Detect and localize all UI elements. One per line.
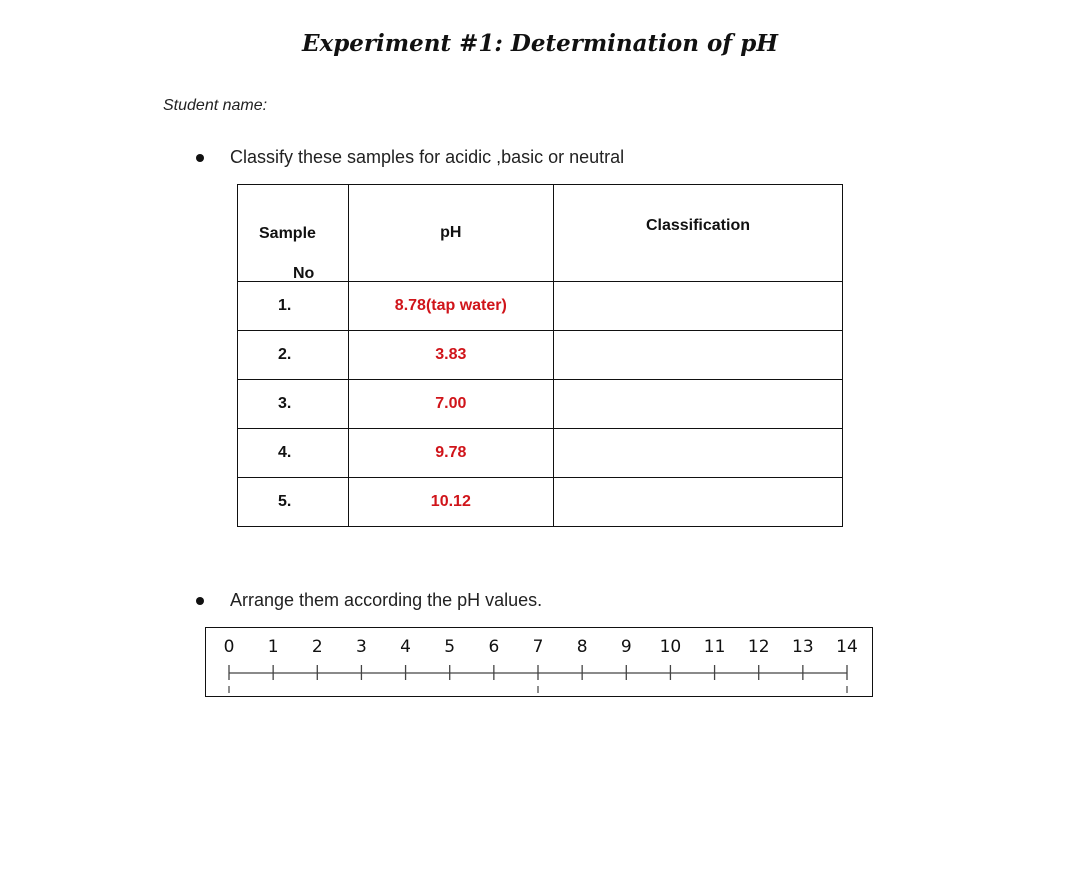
classification-cell[interactable] xyxy=(553,429,842,478)
table-row xyxy=(238,429,843,478)
number-line-label: 12 xyxy=(747,637,770,657)
number-line-label: 10 xyxy=(659,637,682,657)
bullet-icon xyxy=(196,597,204,605)
arrange-instruction-text: Arrange them according the pH values. xyxy=(230,590,543,610)
classify-instruction-text: Classify these samples for acidic ,basic or neutral xyxy=(230,147,625,167)
sample-no-cell: 2. xyxy=(238,331,349,380)
number-line-label: 6 xyxy=(488,637,500,657)
student-name-label: Student name: xyxy=(163,97,268,114)
header-no-text: No xyxy=(293,265,315,282)
classification-cell[interactable] xyxy=(553,380,842,429)
table-header-row xyxy=(238,185,843,282)
classify-instruction xyxy=(196,147,624,168)
number-line-label: 3 xyxy=(356,637,367,657)
sample-no-cell: 3. xyxy=(238,380,349,429)
number-line-label: 1 xyxy=(267,637,279,657)
number-line-label: 11 xyxy=(703,637,726,657)
table-row xyxy=(238,331,843,380)
number-line-label: 5 xyxy=(444,637,456,657)
sample-no-cell: 4. xyxy=(238,429,349,478)
sample-no-cell: 5. xyxy=(238,478,349,527)
ph-scale-svg xyxy=(206,628,871,695)
number-line-label: 4 xyxy=(400,637,411,657)
bullet-icon xyxy=(196,154,204,162)
ph-value-cell: 7.00 xyxy=(348,380,553,429)
number-line-label: 14 xyxy=(836,637,858,657)
header-classification xyxy=(553,185,842,282)
classification-cell[interactable] xyxy=(553,331,842,380)
classification-cell[interactable] xyxy=(553,282,842,331)
ph-value-cell: 3.83 xyxy=(348,331,553,380)
table-row xyxy=(238,380,843,429)
header-ph: pH xyxy=(348,185,553,282)
table-row xyxy=(238,282,843,331)
number-line-label: 8 xyxy=(576,637,588,657)
number-line-label: 9 xyxy=(620,637,632,657)
page-title: Experiment #1: Determination of pH xyxy=(301,30,779,57)
ph-value-cell: 8.78(tap water) xyxy=(348,282,553,331)
header-classification-text: Classification xyxy=(645,217,750,234)
number-line-label: 7 xyxy=(532,637,544,657)
ph-number-line xyxy=(205,627,873,697)
classification-cell[interactable] xyxy=(553,478,842,527)
sample-no-cell: 1. xyxy=(238,282,349,331)
ph-value-cell: 9.78 xyxy=(348,429,553,478)
ph-value-cell: 10.12 xyxy=(348,478,553,527)
number-line-label: 0 xyxy=(223,637,235,657)
number-line-label: 13 xyxy=(792,637,814,657)
arrange-instruction xyxy=(196,590,542,611)
table-row xyxy=(238,478,843,527)
header-sample-no xyxy=(238,185,349,282)
header-sample-text: Sample xyxy=(259,225,316,242)
number-line-label: 2 xyxy=(311,637,323,657)
samples-table xyxy=(237,184,843,527)
